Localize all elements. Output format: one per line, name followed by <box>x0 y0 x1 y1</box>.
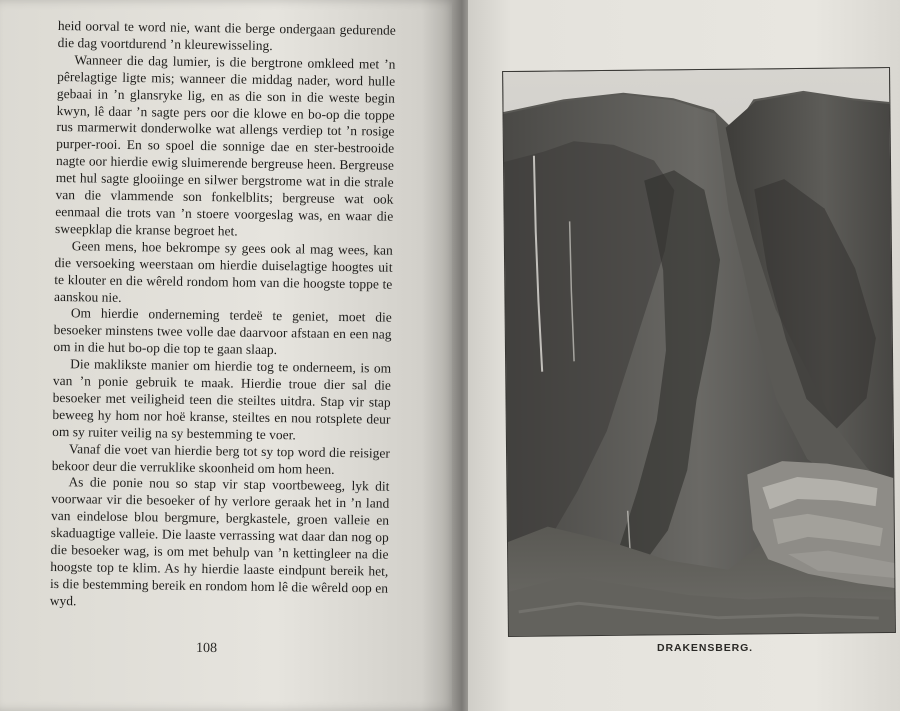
body-text <box>50 18 396 614</box>
mountain-photo <box>503 68 895 636</box>
paragraph-2: Wanneer die dag lumier, is die bergtrone omkleed met ’n pêrelagtige ligte mis; wanneer die middag nader, word hulle gebaai in ’n glansryke lig, en as die son in die weste begin kwyn, lê daar ’n sagte pers oor die klowe en bo-op die toppe rus marmerwit donderwolke wat allengs verdiep tot ’n rosige purper-rooi. En so spoel die sonnige dae en ster-bestrooide nagte oor hierdie ewig sluimerende bergreuse heen. Bergreuse met hul sagte glooiinge en silwer bergstrome wat in die strale van die vlammende son fonkelblits; bergreuse wat ook eenmaal die trots van ’n stoere voorgeslag was, en waar die sweepklap die kranse begroet het. <box>54 52 396 239</box>
paragraph-3: Geen mens, hoe bekrompe sy gees ook al mag wees, kan die versoeking weerstaan om hierdie duiselagtige hoogtes uit te klouter en die wêreld rondom hom van die hoogste toppe te aanskou nie. <box>54 237 393 305</box>
paragraph-6: Vanaf die voet van hierdie berg tot sy top word die reisiger bekoor deur die verruklike skoonheid om hom heen. <box>51 440 391 477</box>
paragraph-7: As die ponie nou so stap vir stap voortbeweeg, lyk dit voorwaar vir die besoeker of hy verlore geraak het in ’n land van eindelose blou bergmure, bergkastele, groen valleie en skaduagtige valleie. Die laaste verrassing wat daar dan nog op die besoeker wag, is om met behulp van ’n kettingleer na die hoogste top te klim. As hy hierdie laaste eindpunt bereik het, is die bestemming bereik en rondom hom lê die wêreld oop en wyd. <box>49 474 390 609</box>
paragraph-1: heid oorval te word nie, want die berge ondergaan gedurende die dag voortdurend ’n kleurewisseling. <box>57 18 396 53</box>
paragraph-4: Om hierdie onderneming terdeë te geniet, moet die besoeker minstens twee volle dae daarvoor afstaan en een nag om in die hut bo-op die top te gaan slaap. <box>53 305 392 358</box>
paragraph-5: Die maklikste manier om hierdie tog te onderneem, is om van ’n ponie gebruik te maak. Hierdie troue dier sal die besoeker met veiligheid teen die steiltes uitdra. Stap vir stap beweeg hy hom nor hoë kranse, steiltes en nou rotsplete deur om sy ruiter veilig na sy bestemming te voer. <box>52 356 392 443</box>
mountain-photo-drawing <box>503 68 895 636</box>
page-number: 108 <box>195 640 218 657</box>
photo-caption: DRAKENSBERG. <box>657 642 753 654</box>
